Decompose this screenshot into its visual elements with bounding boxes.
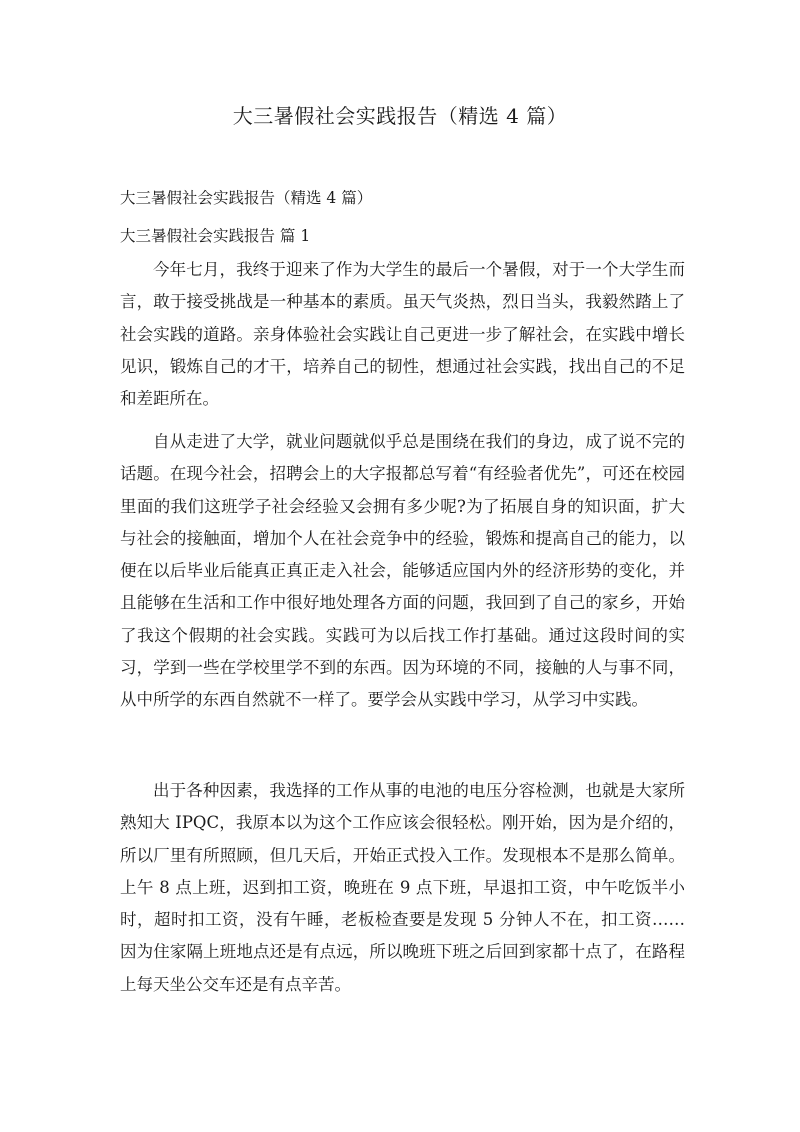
- document-title: 大三暑假社会实践报告（精选 4 篇）: [232, 104, 568, 128]
- body-paragraph: 出于各种因素，我选择的工作从事的电池的电压分容检测，也就是大家所熟知大 IPQC，我原本以为这个工作应该会很轻松。刚开始，因为是介绍的，所以厂里有所照顾，但几天后，开始正式投入工作。发现根本不是那么简单。上午 8 点上班，迟到扣工资，晚班在 9 点下班，早退扣工资，中午吃饭半小时，超时扣工资，没有午睡，老板检查要是发现 5 分钟人不在，扣工资……因为住家隔上班地点还是有点远，所以晚班下班之后回到家都十点了，在路程上每天坐公交车还是有点辛苦。: [120, 781, 685, 994]
- body-paragraph: 自从走进了大学，就业问题就似乎总是围绕在我们的身边，成了说不完的话题。在现今社会，招聘会上的大字报都总写着“有经验者优先”，可还在校园里面的我们这班学子社会经验又会拥有多少呢?为了拓展自身的知识面，扩大与社会的接触面，增加个人在社会竞争中的经验，锻炼和提高自己的能力，以便在以后毕业后能真正真正走入社会，能够适应国内外的经济形势的变化，并且能够在生活和工作中很好地处理各方面的问题，我回到了自己的家乡，开始了我这个假期的社会实践。实践可为以后找工作打基础。通过这段时间的实习，学到一些在学校里学不到的东西。因为环境的不同，接触的人与事不同，从中所学的东西自然就不一样了。要学会从实践中学习，从学习中实践。: [120, 432, 685, 710]
- body-paragraph: 今年七月，我终于迎来了作为大学生的最后一个暑假，对于一个大学生而言，敢于接受挑战是一种基本的素质。虽天气炎热，烈日当头，我毅然踏上了社会实践的道路。亲身体验社会实践让自己更进一步了解社会，在实践中增长见识，锻炼自己的才干，培养自己的韧性，想通过社会实践，找出自己的不足和差距所在。: [120, 260, 685, 409]
- document-subtitle: 大三暑假社会实践报告（精选 4 篇）: [120, 189, 373, 207]
- section-heading: 大三暑假社会实践报告 篇 1: [120, 227, 311, 245]
